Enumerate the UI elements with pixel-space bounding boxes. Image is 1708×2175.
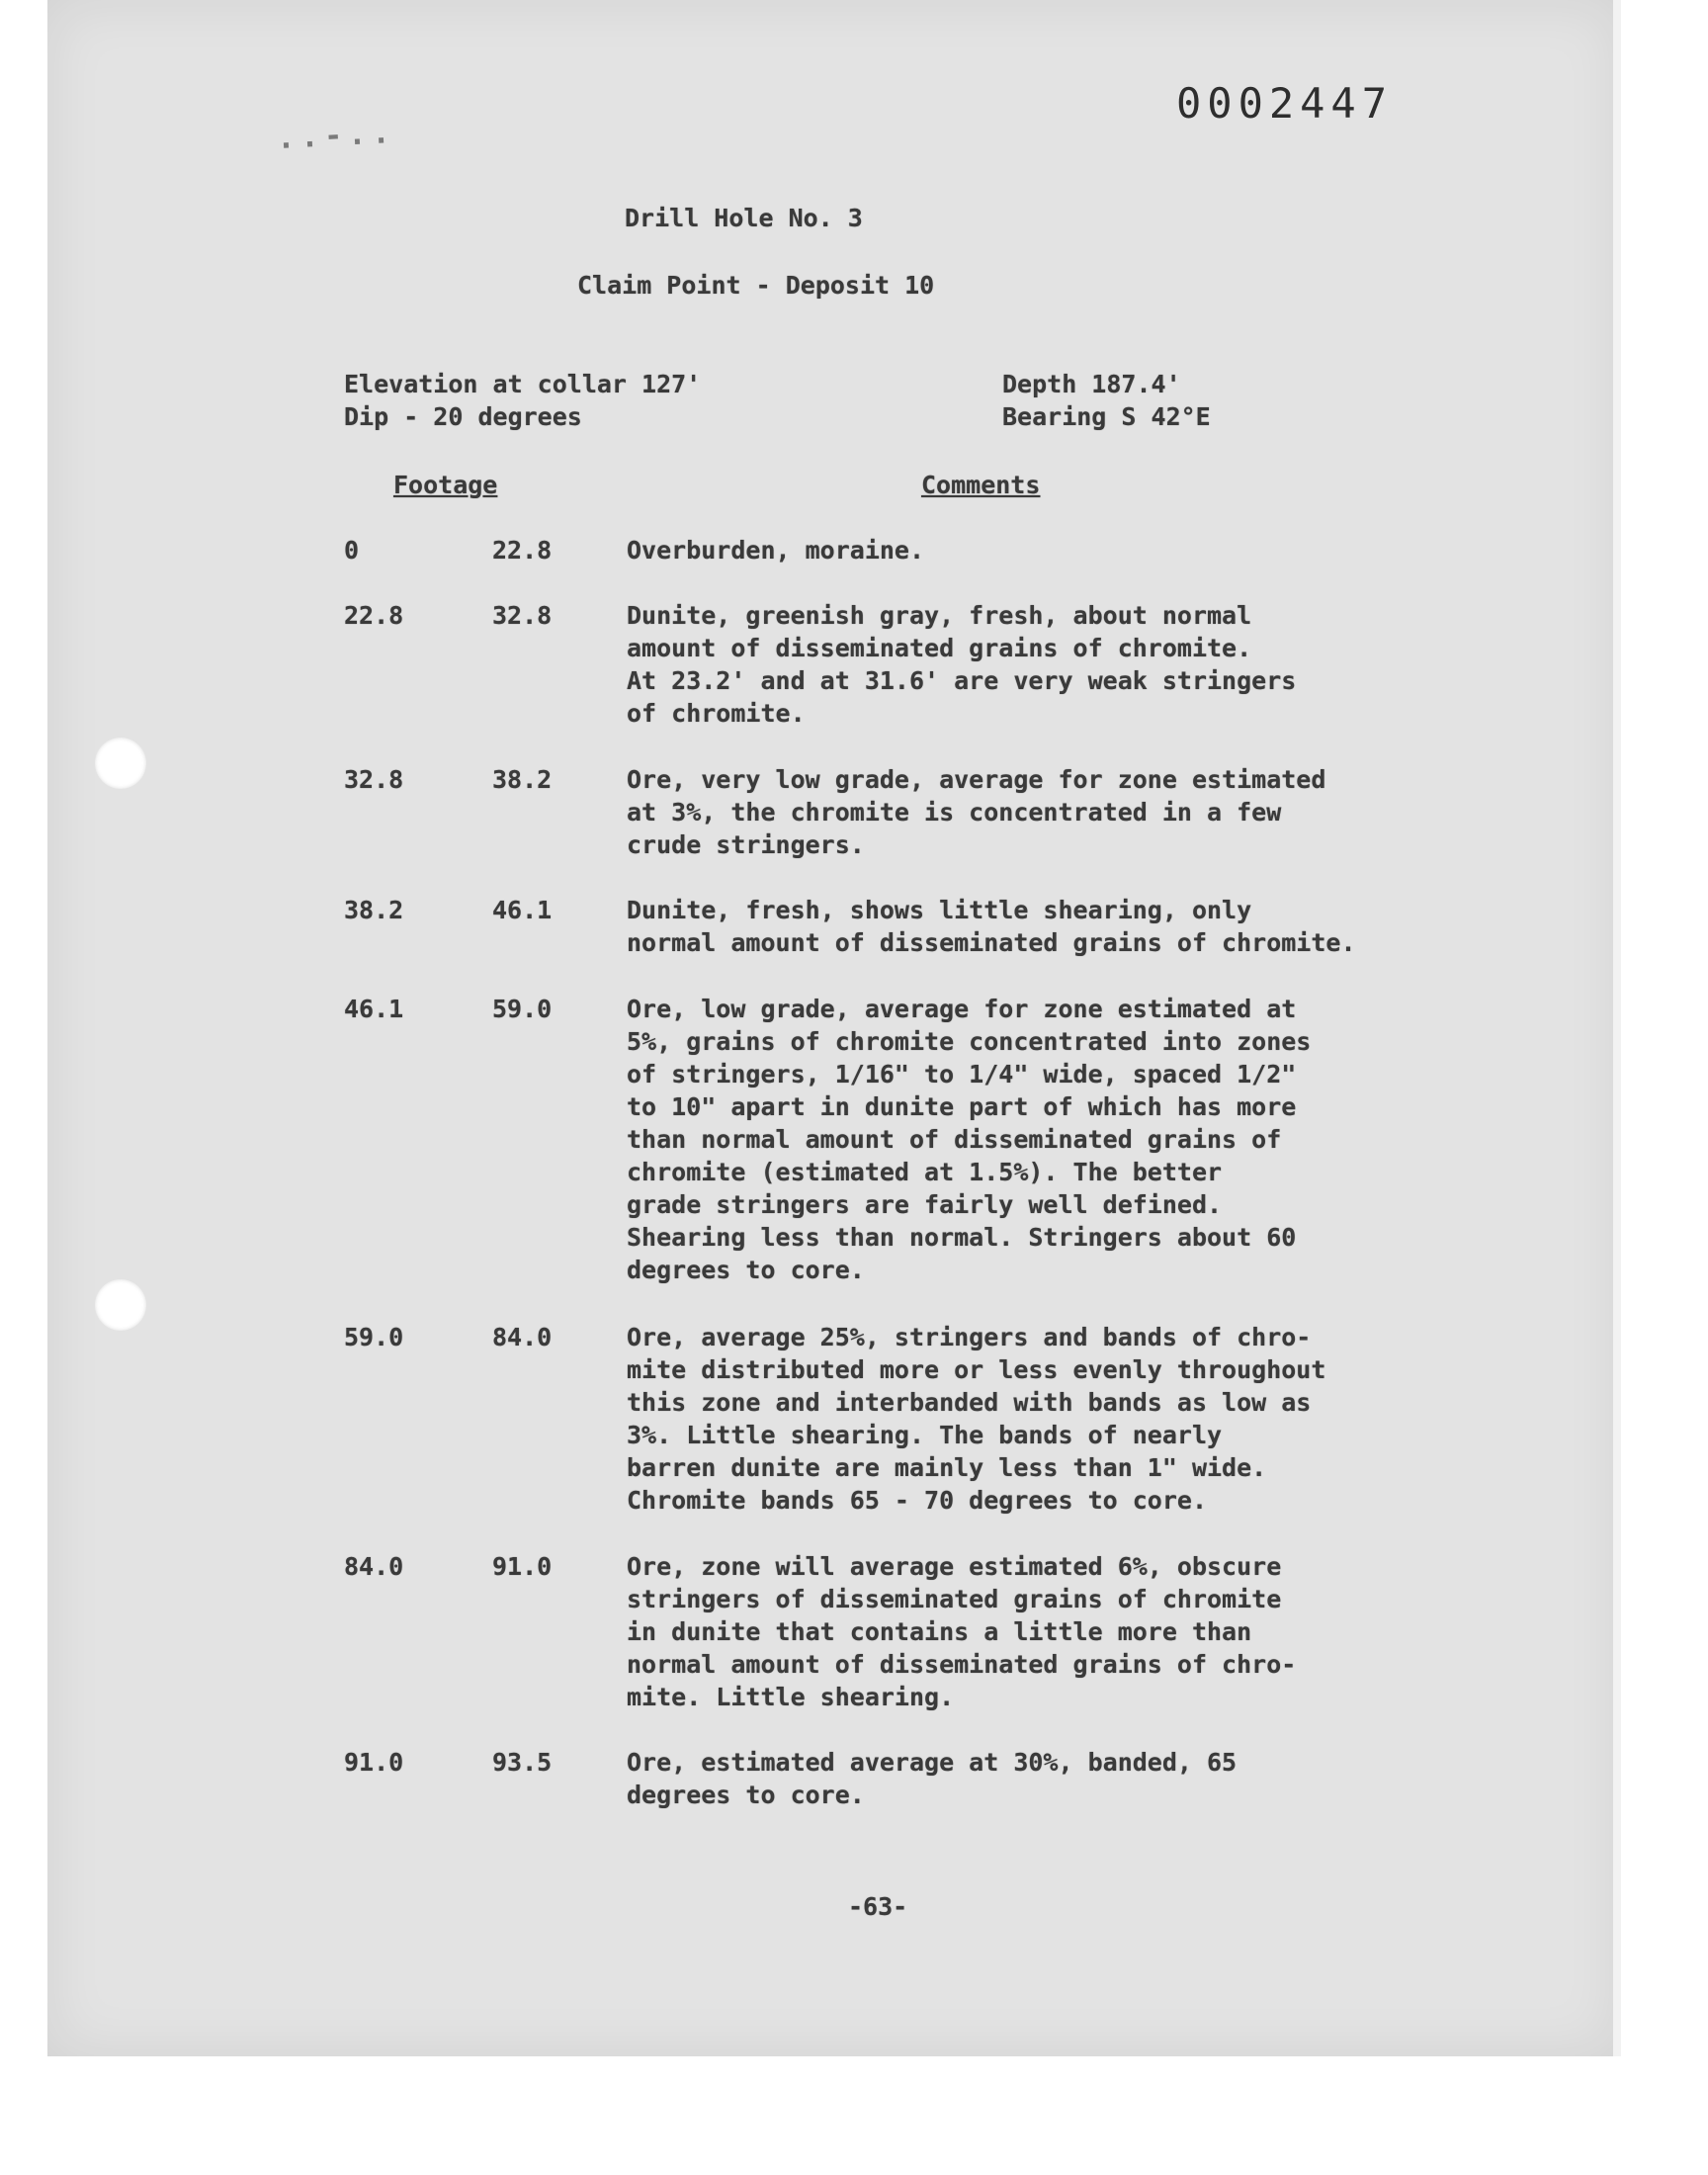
log-comment: Ore, average 25%, stringers and bands of chro- mite distributed more or less evenly throughout this zone and interbanded with bands as low as 3%. Little shearing. The bands of nearly barren dunite are mainly less than 1" wide. Chromite bands 65 - 70 degrees to core. xyxy=(627,1323,1326,1515)
comments-header: Comments xyxy=(921,471,1041,499)
log-comment: Ore, zone will average estimated 6%, obscure stringers of disseminated grains of chromite in dunite that contains a little more than normal amount of disseminated grains of chro- mite. Little shearing. xyxy=(627,1552,1297,1711)
footage-to: 32.8 xyxy=(492,601,553,630)
footage-from: 22.8 xyxy=(344,601,404,630)
footage-from: 84.0 xyxy=(344,1552,404,1581)
log-comment: Ore, estimated average at 30%, banded, 65 degrees to core. xyxy=(627,1748,1238,1809)
dip-text: Dip - 20 degrees xyxy=(344,402,582,431)
footage-to: 93.5 xyxy=(492,1748,553,1777)
punch-hole xyxy=(95,738,146,789)
page-number: -63- xyxy=(848,1892,908,1921)
depth-text: Depth 187.4' xyxy=(1002,370,1181,398)
punch-hole xyxy=(95,1279,146,1331)
log-comment: Dunite, fresh, shows little shearing, only normal amount of disseminated grains of chromite. xyxy=(627,896,1356,957)
footage-from: 59.0 xyxy=(344,1323,404,1351)
elevation-text: Elevation at collar 127' xyxy=(344,370,702,398)
page-edge xyxy=(1613,0,1621,2056)
footage-to: 59.0 xyxy=(492,995,553,1023)
faded-marks: ..-.. xyxy=(276,115,397,157)
footage-to: 84.0 xyxy=(492,1323,553,1351)
page-title: Drill Hole No. 3 xyxy=(625,204,863,232)
bearing-text: Bearing S 42°E xyxy=(1002,402,1211,431)
footage-from: 46.1 xyxy=(344,995,404,1023)
footage-header: Footage xyxy=(393,471,498,499)
log-comment: Overburden, moraine. xyxy=(627,536,925,565)
footage-from: 38.2 xyxy=(344,896,404,924)
hole-meta-left xyxy=(344,368,701,433)
footage-to: 46.1 xyxy=(492,896,553,924)
log-comment: Ore, very low grade, average for zone estimated at 3%, the chromite is concentrated in a few crude stringers. xyxy=(627,765,1326,859)
footage-from: 91.0 xyxy=(344,1748,404,1777)
footage-to: 38.2 xyxy=(492,765,553,794)
footage-from: 0 xyxy=(344,536,360,565)
log-comment: Dunite, greenish gray, fresh, about normal amount of disseminated grains of chromite. At 23.2' and at 31.6' are very weak stringers of chromite. xyxy=(627,601,1297,728)
footage-to: 22.8 xyxy=(492,536,553,565)
page-subtitle: Claim Point - Deposit 10 xyxy=(577,271,935,300)
hole-meta-right xyxy=(1002,368,1211,433)
document-number: 0002447 xyxy=(1176,79,1394,128)
footage-to: 91.0 xyxy=(492,1552,553,1581)
log-comment: Ore, low grade, average for zone estimated at 5%, grains of chromite concentrated into zones of stringers, 1/16" to 1/4" wide, spaced 1/2" to 10" apart in dunite part of which has more than normal amount of disseminated grains of chromite (estimated at 1.5%). The better grade stringers are fairly well defined. Shearing less than normal. Stringers about 60 degrees to core. xyxy=(627,995,1312,1284)
footage-from: 32.8 xyxy=(344,765,404,794)
